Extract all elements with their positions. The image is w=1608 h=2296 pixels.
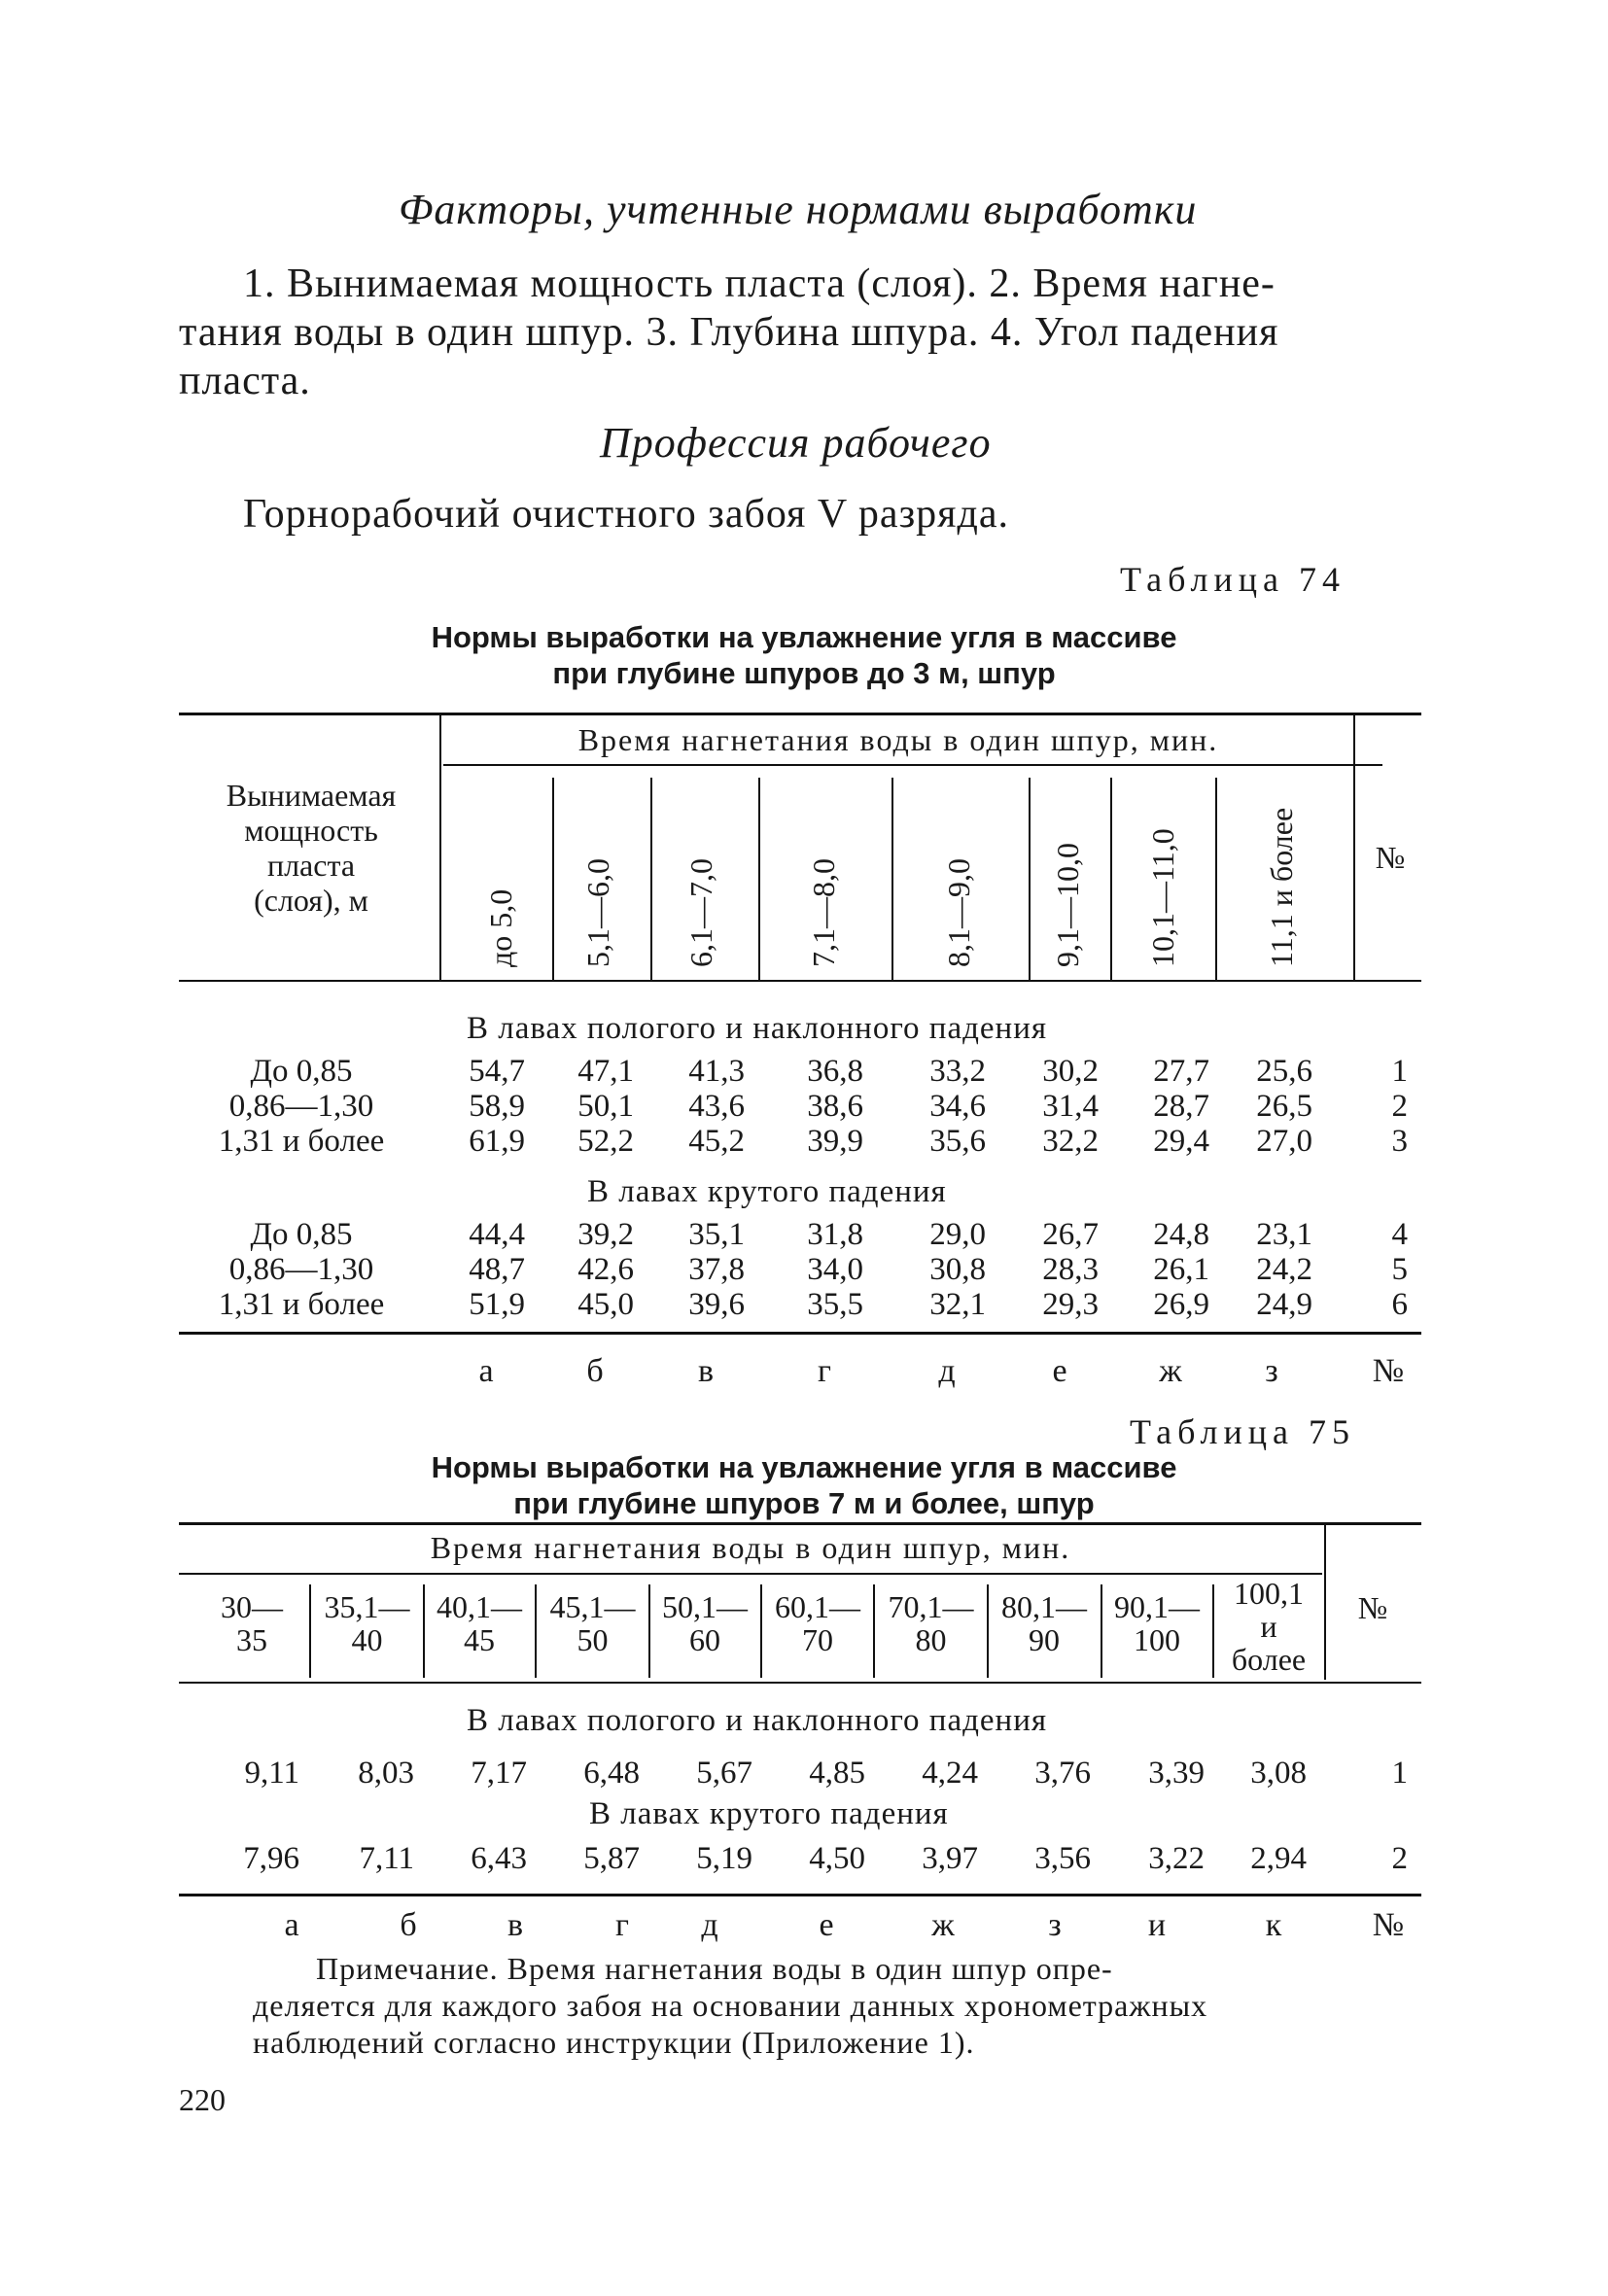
cell: 29,3 [1042,1287,1099,1322]
table74-col-letter: д [938,1353,956,1389]
row-number: 2 [1391,1089,1408,1124]
table75-col-header: 80,1— 90 [1001,1589,1087,1657]
table75-section-2: В лавах крутого падения [589,1796,949,1831]
cell: 26,7 [1042,1217,1099,1252]
table75-col-header: 40,1— 45 [437,1589,522,1657]
cell: 28,3 [1042,1252,1099,1287]
cell: 3,22 [1148,1841,1205,1876]
table74-vrule [650,778,652,980]
cell: 24,9 [1256,1287,1312,1322]
table75-bottom-rule [179,1894,1421,1896]
cell: 5,67 [696,1756,752,1791]
table75-col-letter: з [1048,1907,1062,1943]
cell: 33,2 [929,1054,986,1089]
cell: 38,6 [807,1089,863,1124]
cell: 48,7 [469,1252,525,1287]
table74-title-line1: Нормы выработки на увлажнение угля в массиве [431,620,1177,654]
table75-col-letter: д [701,1907,718,1943]
cell: 25,6 [1256,1054,1312,1089]
table74-col-letter: г [818,1353,831,1389]
cell: 45,0 [577,1287,634,1322]
table75-col-header: 45,1— 50 [549,1589,636,1657]
cell: 23,1 [1256,1217,1312,1252]
table74-col-letter: а [478,1353,494,1389]
cell: 30,2 [1042,1054,1099,1089]
table75-group-rule [179,1573,1322,1575]
table74-col-header: 10,1—11,0 [1145,828,1180,967]
row-label: 1,31 и более [218,1124,385,1159]
cell: 28,7 [1153,1089,1209,1124]
row-number: 1 [1391,1054,1408,1089]
table74-section-2: В лавах крутого падения [587,1174,947,1209]
cell: 39,2 [577,1217,634,1252]
table74-vrule [1215,778,1217,980]
cell: 9,11 [244,1756,299,1791]
cell: 43,6 [688,1089,745,1124]
table74-label: Таблица 74 [1120,560,1346,599]
cell: 26,9 [1153,1287,1209,1322]
cell: 32,1 [929,1287,986,1322]
cell: 34,0 [807,1252,863,1287]
table75-col-header: 100,1 и более [1231,1576,1307,1677]
cell: 31,4 [1042,1089,1099,1124]
table74-col-letter: б [586,1353,604,1389]
cell: 5,87 [583,1841,640,1876]
cell: 3,97 [922,1841,978,1876]
cell: 3,08 [1250,1756,1307,1791]
table75-col-letter: № [1372,1907,1405,1943]
cell: 26,1 [1153,1252,1209,1287]
table75-label: Таблица 75 [1130,1412,1355,1451]
table74-col-header: 8,1—9,0 [941,858,976,967]
cell: 27,7 [1153,1054,1209,1089]
cell: 2,94 [1250,1841,1307,1876]
table75-title-line1: Нормы выработки на увлажнение угля в массиве [431,1450,1177,1484]
table74-col-header: 5,1—6,0 [580,858,615,967]
table75-col-letter: и [1147,1907,1167,1943]
cell: 7,96 [243,1841,299,1876]
table74-vrule [1110,778,1112,980]
table75-title-line2: при глубине шпуров 7 м и более, шпур [513,1486,1095,1520]
table74-group-rule [443,764,1382,766]
cell: 7,17 [471,1756,527,1791]
factors-line-2: тания воды в один шпур. 3. Глубина шпура. 4. Угол падения [179,310,1279,355]
note-line-3: наблюдений согласно инструкции (Приложение 1). [253,2025,975,2060]
table74-bottom-rule [179,1332,1421,1335]
cell: 44,4 [469,1217,525,1252]
row-number: 4 [1391,1217,1408,1252]
table74-col-letter: № [1372,1353,1405,1389]
table75-no-header: № [1357,1590,1388,1625]
cell: 35,6 [929,1124,986,1159]
cell: 31,8 [807,1217,863,1252]
table75-col-letter: е [819,1907,834,1943]
row-label: 0,86—1,30 [228,1252,374,1287]
row-label: 1,31 и более [218,1287,385,1322]
table75-header-rule [179,1682,1421,1684]
cell: 39,9 [807,1124,863,1159]
cell: 8,03 [358,1756,414,1791]
cell: 29,0 [929,1217,986,1252]
factors-title: Факторы, учтенные нормами выработки [399,186,1198,233]
table74-col-group-header: Время нагнетания воды в один шпур, мин. [577,722,1219,757]
table74-vrule [891,778,893,980]
row-label: 0,86—1,30 [228,1089,374,1124]
cell: 36,8 [807,1054,863,1089]
cell: 4,85 [809,1756,865,1791]
profession-title: Профессия рабочего [600,419,992,467]
table75-col-header: 30— 35 [221,1589,283,1657]
table74-rowheader-3: пласта [266,848,356,883]
cell: 45,2 [688,1124,745,1159]
table74-vrule [552,778,554,980]
table74-rowheader-1: Вынимаемая [226,778,397,813]
table74-vrule [1029,778,1031,980]
note-line-2: деляется для каждого забоя на основании данных хронометражных [253,1988,1208,2023]
cell: 29,4 [1153,1124,1209,1159]
table74-col-header: 6,1—7,0 [683,858,718,967]
table75-col-header: 50,1— 60 [662,1589,748,1657]
cell: 27,0 [1256,1124,1312,1159]
cell: 39,6 [688,1287,745,1322]
table75-col-header: 35,1— 40 [324,1589,410,1657]
cell: 30,8 [929,1252,986,1287]
table74-col-letter: е [1052,1353,1067,1389]
table75-col-group-header: Время нагнетания воды в один шпур, мин. [430,1530,1071,1565]
row-label: До 0,85 [250,1054,353,1089]
table74-col-letter: з [1265,1353,1278,1389]
table74-no-header: № [1375,840,1406,875]
cell: 41,3 [688,1054,745,1089]
table74-rowheader-4: (слоя), м [254,883,368,918]
table75-col-header: 90,1— 100 [1114,1589,1200,1657]
cell: 6,43 [471,1841,527,1876]
table75-col-letter: к [1265,1907,1282,1943]
cell: 34,6 [929,1089,986,1124]
factors-line-1: 1. Вынимаемая мощность пласта (слоя). 2. Время нагне- [243,261,1276,306]
cell: 3,56 [1034,1841,1091,1876]
cell: 24,2 [1256,1252,1312,1287]
cell: 4,24 [922,1756,978,1791]
note-line-1: Примечание. Время нагнетания воды в один шпур опре- [316,1951,1113,1986]
table75-col-letter: а [284,1907,299,1943]
table74-col-header: до 5,0 [483,888,518,967]
table75-col-letter: в [507,1907,524,1943]
table74-header-rule [179,980,1421,982]
row-number: 2 [1391,1841,1408,1876]
cell: 3,76 [1034,1756,1091,1791]
cell: 42,6 [577,1252,634,1287]
table74-col-letter: в [697,1353,715,1389]
cell: 3,39 [1148,1756,1205,1791]
table74-rowheader-2: мощность [244,813,378,848]
table75-col-letter: г [615,1907,629,1943]
table75-col-header: 60,1— 70 [775,1589,860,1657]
row-number: 1 [1391,1756,1408,1791]
cell: 52,2 [577,1124,634,1159]
table74-vrule [439,714,441,980]
table74-title-line2: при глубине шпуров до 3 м, шпур [552,656,1056,690]
table74-col-letter: ж [1159,1353,1182,1389]
table74-col-header: 9,1—10,0 [1050,843,1085,967]
cell: 7,11 [359,1841,414,1876]
profession-text: Горнорабочий очистного забоя V разряда. [243,492,1009,537]
table75-col-header: 70,1— 80 [888,1589,974,1657]
table74-vrule [758,778,760,980]
cell: 61,9 [469,1124,525,1159]
table74-top-rule [179,713,1421,715]
table74-col-header: 7,1—8,0 [806,858,841,967]
page-number: 220 [179,2082,226,2117]
cell: 51,9 [469,1287,525,1322]
cell: 4,50 [809,1841,865,1876]
cell: 6,48 [583,1756,640,1791]
table74-vrule [1353,714,1355,980]
cell: 32,2 [1042,1124,1099,1159]
cell: 24,8 [1153,1217,1209,1252]
table75-section-1: В лавах пологого и наклонного падения [467,1703,1048,1738]
table74-col-header: 11,1 и более [1264,807,1299,967]
cell: 35,1 [688,1217,745,1252]
table74-section-1: В лавах пологого и наклонного падения [467,1011,1048,1046]
cell: 58,9 [469,1089,525,1124]
table75-top-rule [179,1522,1421,1525]
cell: 50,1 [577,1089,634,1124]
cell: 54,7 [469,1054,525,1089]
row-number: 3 [1391,1124,1408,1159]
row-label: До 0,85 [250,1217,353,1252]
table75-col-letter: ж [931,1907,955,1943]
table75-col-letter: б [400,1907,417,1943]
cell: 47,1 [577,1054,634,1089]
factors-line-3: пласта. [179,359,311,403]
row-number: 5 [1391,1252,1408,1287]
table75-vrule [1324,1524,1326,1680]
cell: 5,19 [696,1841,752,1876]
cell: 37,8 [688,1252,745,1287]
cell: 35,5 [807,1287,863,1322]
row-number: 6 [1391,1287,1408,1322]
cell: 26,5 [1256,1089,1312,1124]
